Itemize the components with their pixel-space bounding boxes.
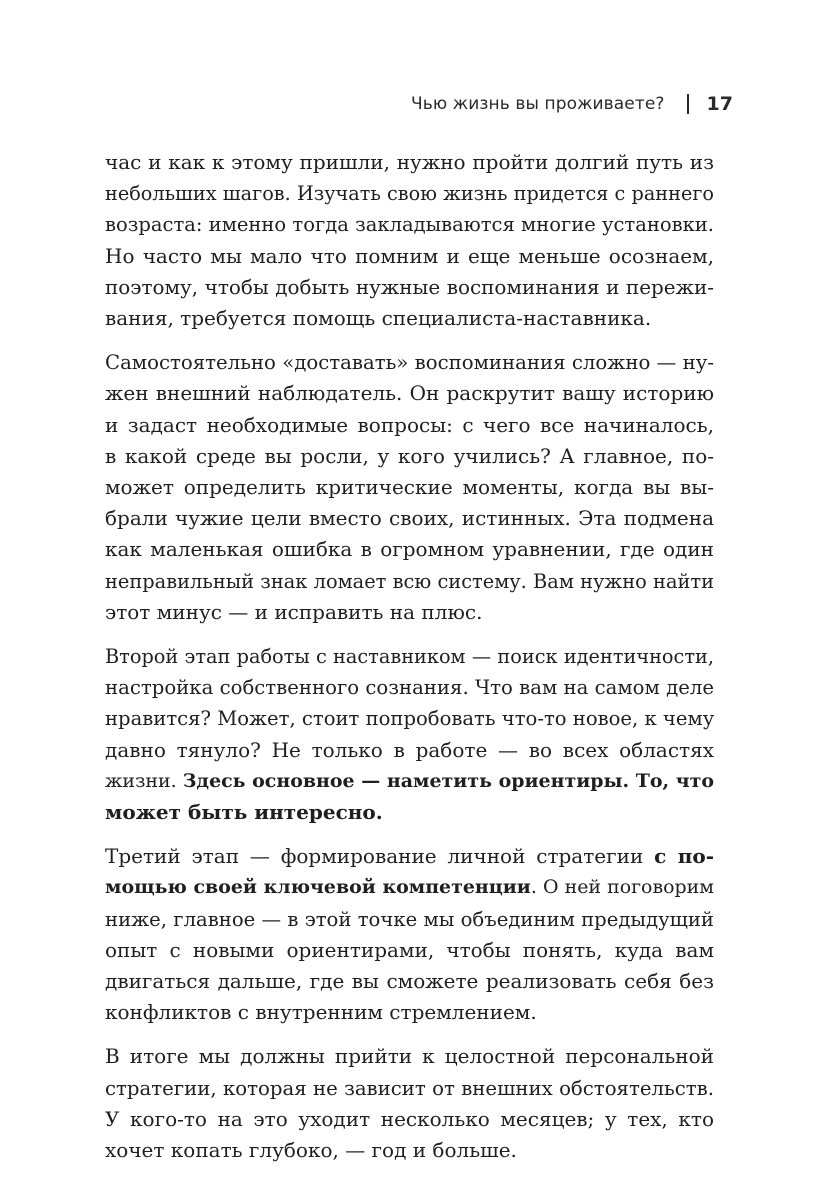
paragraph-5: [105, 1041, 714, 1166]
text-line: возраста: именно тогда закладываются многие установки.: [105, 213, 714, 237]
plain-text: жизни.: [105, 769, 183, 792]
text-line: жен внешний наблюдатель. Он раскрутит вашу историю: [105, 381, 714, 406]
text-line: нравится? Может, стоит попробовать что-то новое, к чему: [105, 707, 715, 731]
text-line: [105, 797, 714, 828]
text-line: В итоге мы должны прийти к целостной персональной: [105, 1044, 714, 1069]
header-divider: [687, 94, 689, 114]
emphasis-text: мощью своей ключевой компетенции: [105, 876, 531, 899]
plain-text: Третий этап — формирование личной стратегии: [105, 844, 655, 869]
text-line: давно тянуло? Не только в работе — во всех областях: [105, 737, 714, 762]
text-line: стратегии, которая не зависит от внешних обстоятельств.: [105, 1076, 714, 1100]
text-line: брали чужие цели вместо своих, истинных. Эта подмена: [105, 506, 714, 531]
text-line: хочет копать глубоко, — год и больше.: [105, 1138, 517, 1163]
text-line: настройка собственного сознания. Что вам на самом деле: [105, 676, 714, 700]
text-line: двигаться дальше, где вы сможете реализовать себя без: [105, 969, 714, 994]
emphasis-text: Здесь основное — наметить ориентиры. То, что: [182, 769, 714, 792]
text-line: конфликтов с внутренним стремлением.: [105, 1000, 537, 1025]
text-line: небольших шагов. Изучать свою жизнь придется с раннего: [105, 182, 714, 206]
text-line: Но часто мы мало что помним и еще меньше осознаем,: [105, 243, 714, 268]
text-line: ниже, главное — в этой точке мы объединим предыдущий: [105, 907, 714, 931]
text-line: У кого-то на это уходит несколько месяцев; у тех, кто: [105, 1106, 714, 1131]
paragraph-4: [105, 841, 714, 1028]
text-line: в какой среде вы росли, у кого учились? А главное, по-: [105, 443, 714, 468]
text-line: [105, 872, 714, 903]
text-line: как маленькая ошибка в огромном уравнении, где один: [105, 537, 714, 562]
text-line: [105, 841, 714, 872]
text-line: Самостоятельно «доставать» воспоминания сложно — ну-: [105, 351, 714, 375]
text-line: опыт с новыми ориентирами, чтобы понять, куда вам: [105, 937, 714, 962]
paragraph-3: [105, 641, 714, 828]
emphasis-text: с по-: [654, 844, 715, 869]
text-line: [105, 766, 714, 797]
text-line: и задаст необходимые вопросы: с чего все начиналось,: [105, 412, 714, 437]
text-line: Второй этап работы с наставником — поиск идентичности,: [105, 645, 714, 669]
text-line: поэтому, чтобы добыть нужные воспоминания и пережи-: [105, 274, 714, 299]
page-number: 17: [706, 93, 733, 115]
plain-text: . О ней поговорим: [530, 876, 714, 899]
running-title: Чью жизнь вы проживаете?: [411, 94, 665, 114]
text-line: час и как к этому пришли, нужно пройти долгий путь из: [105, 150, 714, 174]
text-line: вания, требуется помощь специалиста-наставника.: [105, 306, 652, 331]
emphasis-text: может быть интересно.: [105, 800, 383, 825]
text-line: этот минус — и исправить на плюс.: [105, 599, 483, 624]
body-text: [105, 147, 714, 1179]
running-head: [411, 93, 733, 115]
paragraph-1: [105, 147, 714, 334]
text-line: может определить критические моменты, когда вы вы-: [105, 475, 714, 500]
paragraph-2: [105, 347, 714, 628]
text-line: неправильный знак ломает всю систему. Вам нужно найти: [105, 569, 714, 593]
